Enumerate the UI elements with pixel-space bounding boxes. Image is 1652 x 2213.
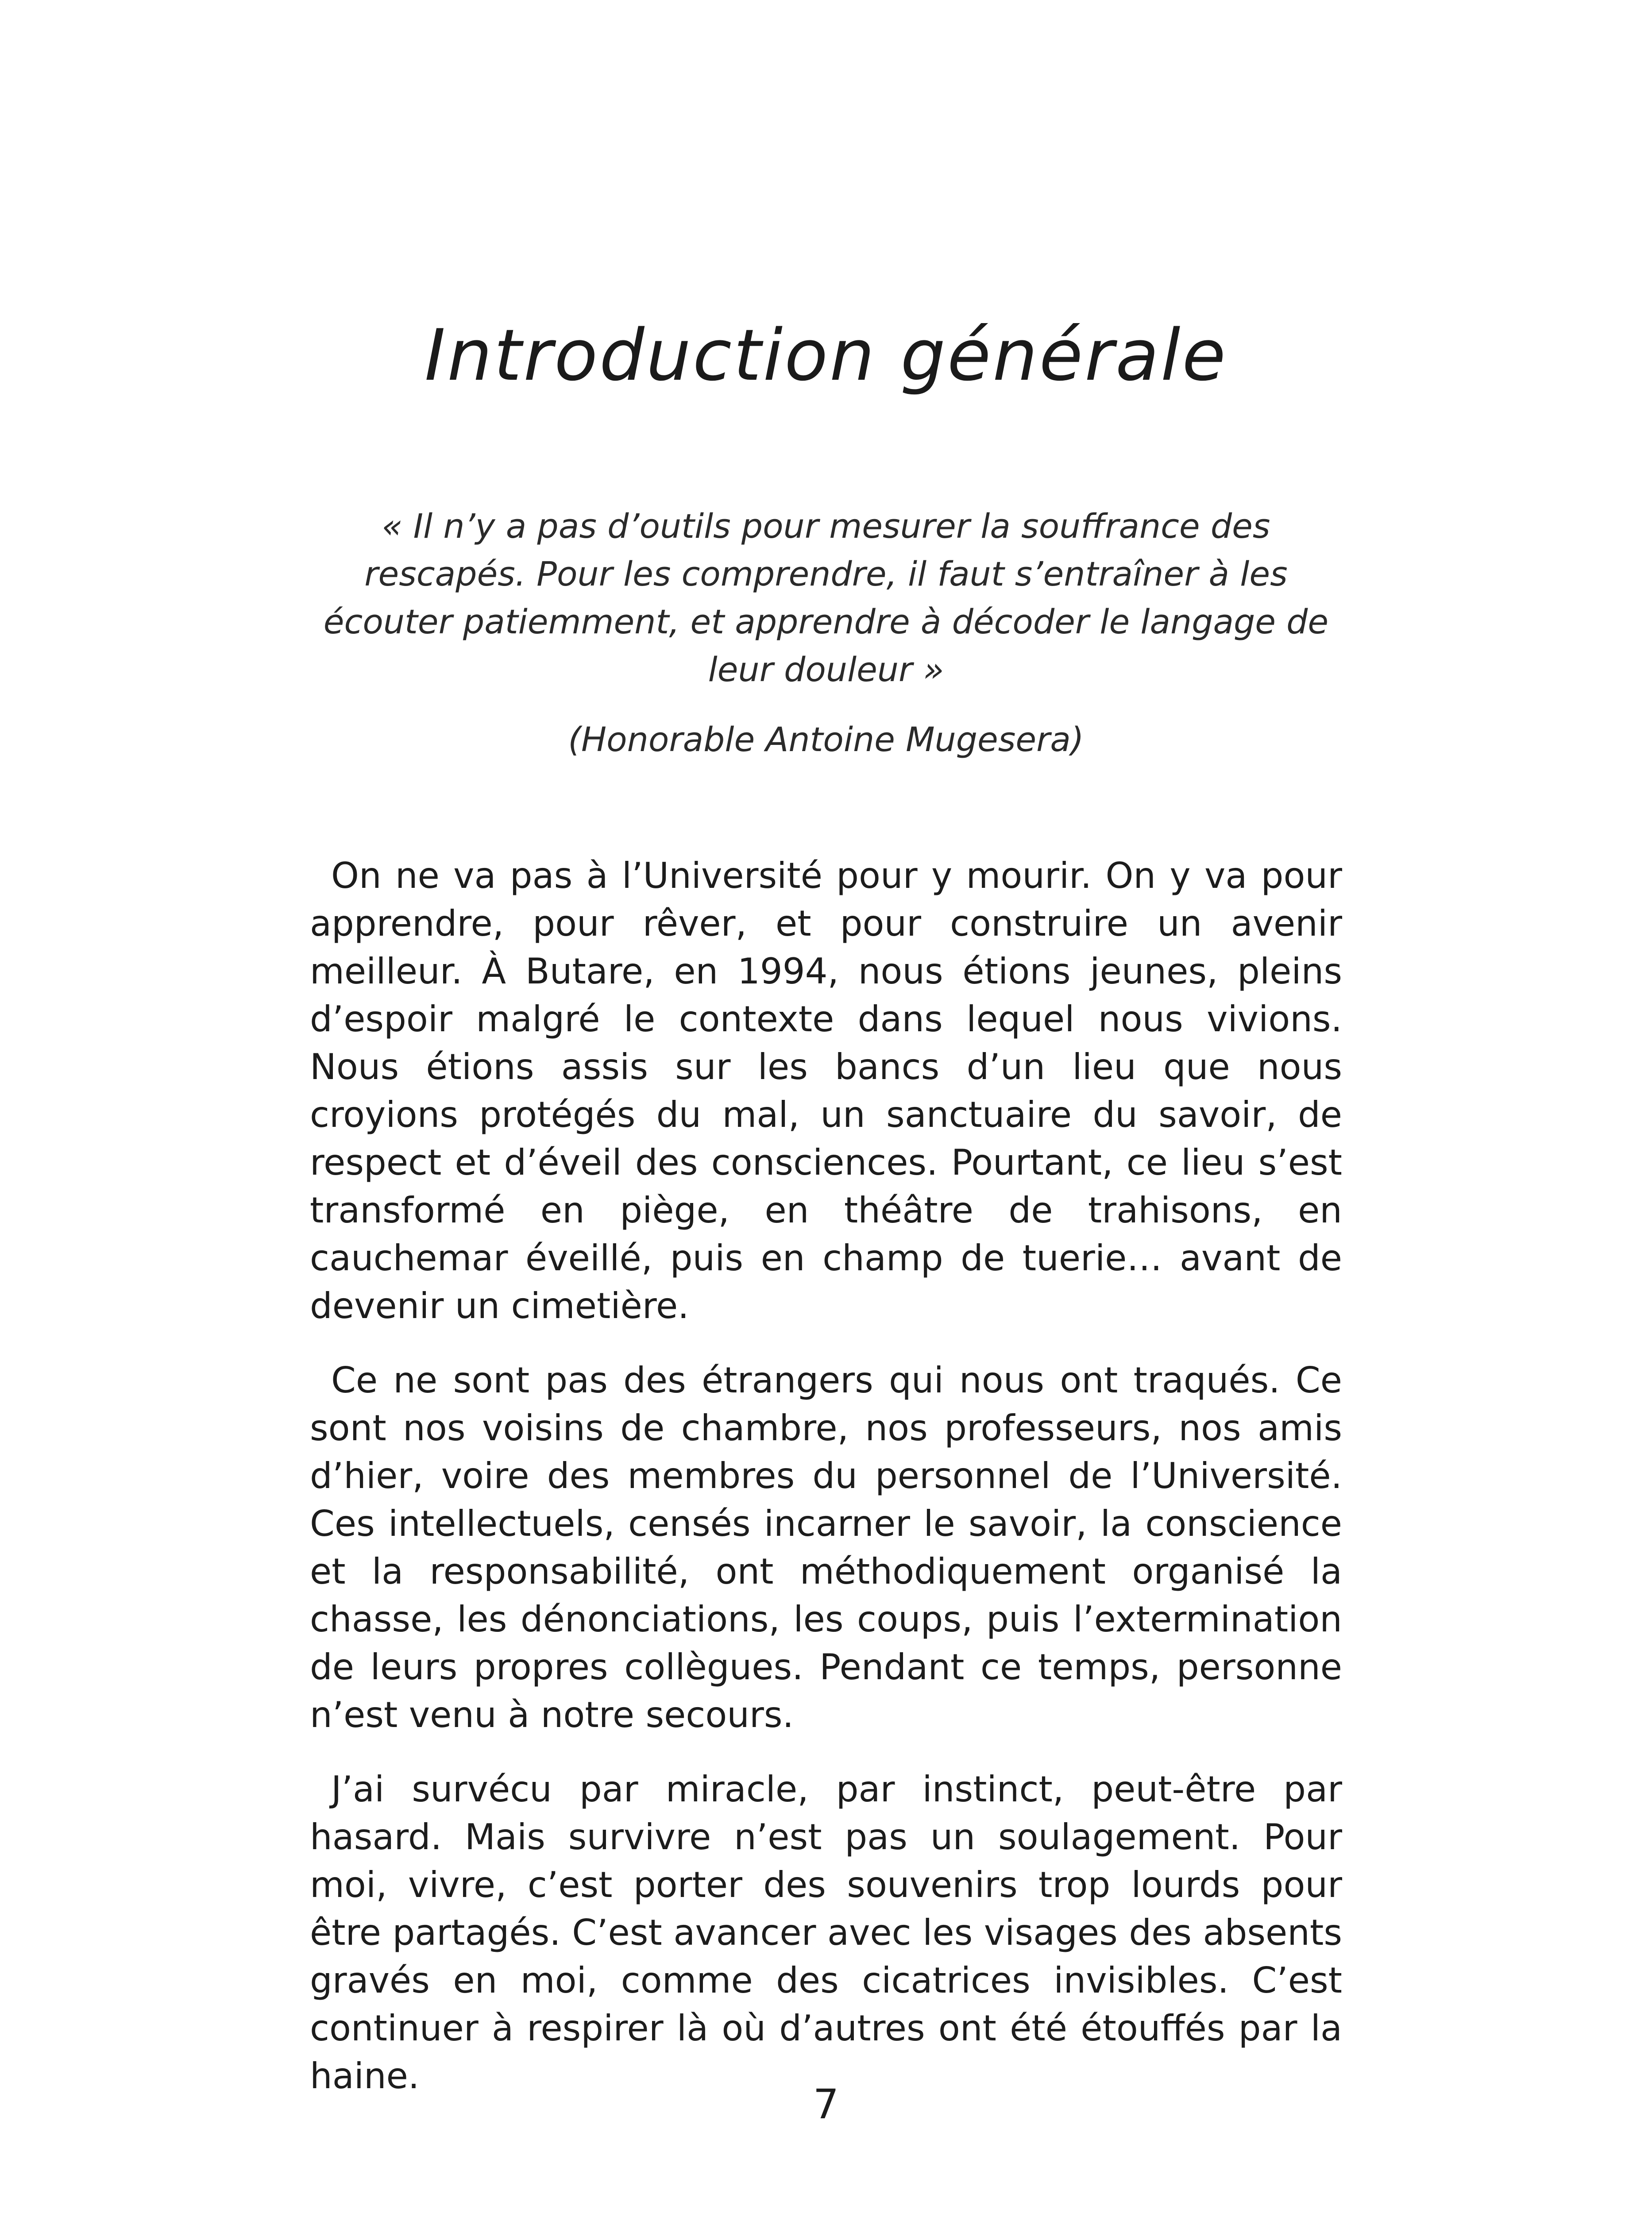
page-number: 7: [813, 2081, 839, 2128]
paragraph-2: Ce ne sont pas des étrangers qui nous ont traqués. Ce sont nos voisins de chambre, nos professeurs, nos amis d’hier, voire des membres du personnel de l’Université. Ces intellectuels, censés incarner le savoir, la conscience et la responsabilité, ont méthodiquement organisé la chasse, les dénonciations, les coups, puis l’extermination de leurs propres collègues. Pendant ce temps, personne n’est venu à notre secours.: [310, 1360, 1342, 1735]
paragraph-1: On ne va pas à l’Université pour y mourir. On y va pour apprendre, pour rêver, et pour construire un avenir meilleur. À Butare, en 1994, nous étions jeunes, pleins d’espoir malgré le contexte dans lequel nous vivions. Nous étions assis sur les bancs d’un lieu que nous croyions protégés du mal, un sanctuaire du savoir, de respect et d’éveil des consciences. Pourtant, ce lieu s’est transformé en piège, en théâtre de trahisons, en cauchemar éveillé, puis en champ de tuerie… avant de devenir un cimetière.: [310, 855, 1342, 1326]
paragraph-3: J’ai survécu par miracle, par instinct, peut-être par hasard. Mais survivre n’est pas un soulagement. Pour moi, vivre, c’est porter des souvenirs trop lourds pour être partagés. C’est avancer avec les visages des absents gravés en moi, comme des cicatrices invisibles. C’est continuer à respirer là où d’autres ont été étouffés par la haine.: [310, 1769, 1342, 2097]
chapter-title: Introduction générale: [425, 314, 1227, 397]
epigraph-attribution: (Honorable Antoine Mugesera): [568, 720, 1084, 759]
epigraph-quote: « Il n’y a pas d’outils pour mesurer la souffrance des rescapés. Pour les comprendre, il faut s’entraîner à les écouter patiemment, et apprendre à décoder le langage de leur douleur »: [323, 506, 1329, 689]
epigraph: [305, 502, 1347, 763]
body-text: [310, 852, 1342, 2127]
